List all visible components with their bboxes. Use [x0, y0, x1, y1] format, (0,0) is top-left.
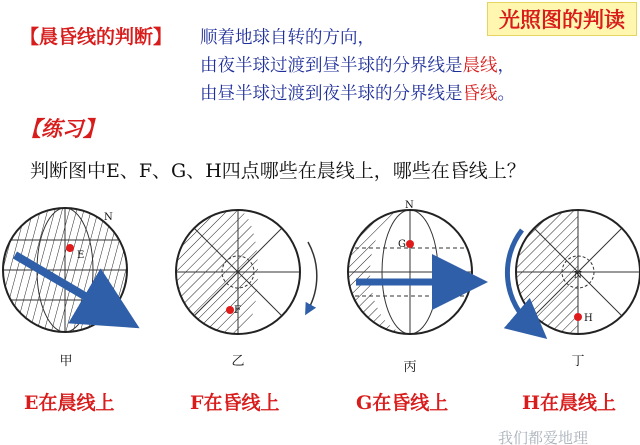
watermark: 我们都爱地理 — [498, 429, 589, 445]
north-pole-label-jia: N — [104, 212, 113, 223]
answer-g: G在昏线上 — [356, 392, 449, 414]
north-pole-label-ding: N — [574, 271, 582, 281]
globe-label-bing: 丙 — [403, 360, 417, 375]
point-h-label: H — [584, 313, 593, 324]
point-f-label: F — [234, 305, 241, 316]
point-e-label: E — [77, 250, 85, 261]
point-g-marker — [406, 240, 414, 248]
answer-e: E在晨线上 — [24, 392, 115, 414]
exercise-title: 【练习】 — [20, 116, 104, 141]
globe-jia — [0, 200, 150, 355]
dusk-line-term: 昏线 — [462, 84, 498, 104]
globe-label-ding: 丁 — [571, 354, 585, 369]
rule-line-1: 顺着地球自转的方向， — [200, 28, 375, 48]
rule-line-2: 由夜半球过渡到昼半球的分界线是晨线， — [200, 56, 515, 76]
globe-yi — [176, 210, 317, 334]
globe-label-yi: 乙 — [231, 354, 245, 369]
point-h-marker — [574, 313, 582, 321]
globe-label-jia: 甲 — [59, 354, 73, 369]
globe-figures — [0, 200, 640, 380]
globe-bing — [348, 200, 472, 334]
point-f-marker — [226, 306, 234, 314]
title-badge: 光照图的判读 — [487, 2, 637, 36]
answer-f: F在昏线上 — [190, 392, 280, 414]
rule-title: 【晨昏线的判断】 — [20, 26, 173, 48]
point-e-marker — [66, 244, 74, 252]
answer-h: H在晨线上 — [522, 392, 616, 414]
north-pole-label-bing: N — [405, 200, 414, 211]
dawn-line-term: 晨线 — [462, 56, 498, 76]
globe-ding — [507, 210, 640, 334]
point-g-label: G — [398, 239, 406, 250]
exercise-question: 判断图中E、F、G、H四点哪些在晨线上，哪些在昏线上？ — [30, 160, 526, 182]
rule-line-3: 由昼半球过渡到夜半球的分界线是昏线。 — [200, 84, 515, 104]
